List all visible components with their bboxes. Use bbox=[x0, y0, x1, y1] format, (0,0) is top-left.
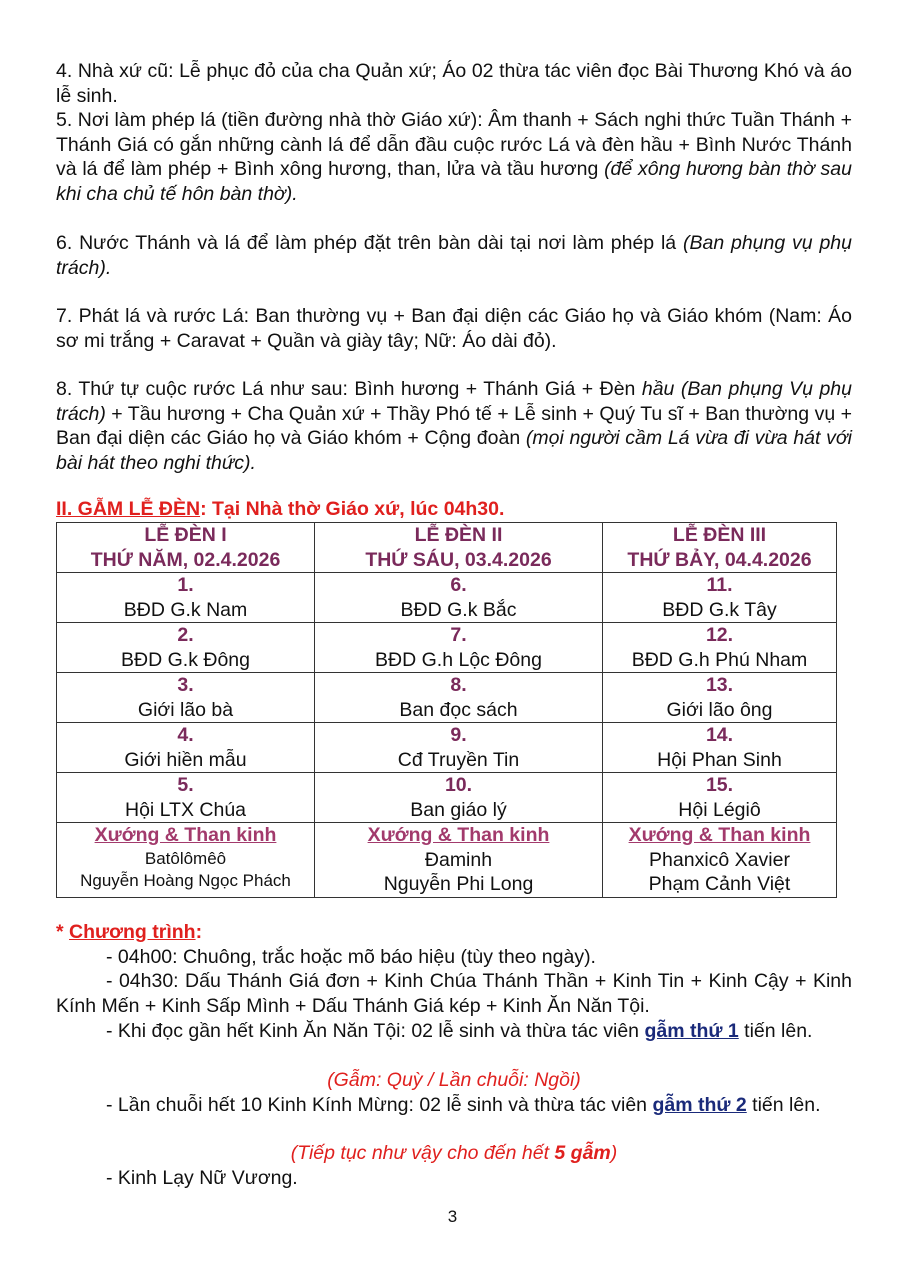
header-cell bbox=[57, 523, 315, 573]
table-cell bbox=[315, 673, 603, 723]
table-row bbox=[57, 773, 837, 823]
table-row bbox=[57, 623, 837, 673]
program-note-2-b: 5 gẫm bbox=[554, 1142, 611, 1164]
cell-group: Hội Légiô bbox=[678, 798, 761, 821]
table-cell bbox=[57, 723, 315, 773]
leader-label: Xướng & Than kinh bbox=[94, 824, 277, 846]
section-2-title-underlined: II. GẪM LỄ ĐÈN bbox=[56, 498, 201, 520]
paragraph-5-italic: (để xông hương bàn thờ sau khi cha chủ tế hôn bàn thờ). bbox=[56, 158, 852, 205]
cell-group: BĐD G.h Lộc Đông bbox=[375, 648, 542, 671]
cell-number: 13. bbox=[705, 674, 734, 696]
program-line-2: - 04h30: Dấu Thánh Giá đơn + Kinh Chúa Thánh Thần + Kinh Tin + Kinh Cậy + Kinh Kính Mến + Kinh Sấp Mình + Dấu Thánh Giá kép + Kinh Ăn Năn Tội. bbox=[56, 970, 852, 1017]
section-2-title-rest: : Tại Nhà thờ Giáo xứ, lúc 04h30. bbox=[200, 498, 505, 520]
leader-cell bbox=[57, 823, 315, 898]
table-cell bbox=[57, 673, 315, 723]
cell-number: 11. bbox=[706, 574, 733, 596]
table-cell bbox=[603, 673, 837, 723]
table-cell bbox=[57, 623, 315, 673]
paragraph-5 bbox=[56, 108, 852, 206]
leader-saint-name: Batôlômêô bbox=[144, 848, 227, 868]
cell-number: 9. bbox=[450, 724, 467, 746]
leader-label: Xướng & Than kinh bbox=[367, 824, 550, 846]
program-title-text: Chương trình bbox=[69, 921, 196, 943]
header-date: THỨ NĂM, 02.4.2026 bbox=[90, 548, 281, 571]
leader-full-name: Phạm Cảnh Việt bbox=[648, 873, 791, 895]
table-cell bbox=[57, 573, 315, 623]
cell-number: 14. bbox=[705, 724, 734, 746]
table-row bbox=[57, 723, 837, 773]
cell-number: 10. bbox=[444, 774, 473, 796]
cell-group: BĐD G.k Tây bbox=[662, 598, 777, 621]
cell-group: Giới lão bà bbox=[137, 698, 234, 721]
cell-group: BĐD G.h Phú Nham bbox=[631, 648, 808, 671]
cell-number: 8. bbox=[450, 674, 467, 696]
cell-group: Ban đọc sách bbox=[399, 698, 518, 721]
cell-group: BĐD G.k Đông bbox=[121, 648, 250, 671]
cell-group: Ban giáo lý bbox=[410, 798, 507, 821]
cell-number: 6. bbox=[450, 574, 467, 596]
program-line-4-a: - Lần chuỗi hết 10 Kinh Kính Mừng: 02 lễ sinh và thừa tác viên bbox=[106, 1094, 653, 1116]
paragraph-4: 4. Nhà xứ cũ: Lễ phục đỏ của cha Quản xứ; Áo 02 thừa tác viên đọc Bài Thương Khó và áo lễ sinh. bbox=[56, 60, 852, 107]
header-name: LỄ ĐÈN II bbox=[414, 524, 503, 546]
leader-saint-name: Phanxicô Xavier bbox=[649, 848, 790, 871]
program-line-4-gam: gẫm thứ 2 bbox=[652, 1094, 747, 1116]
table-cell bbox=[315, 573, 603, 623]
leader-saint-name: Đaminh bbox=[424, 848, 493, 871]
paragraph-8-text-b: + Tầu hương + Cha Quản xứ + Thầy Phó tế + Lễ sinh + Quý Tu sĩ + Ban thường vụ + Ban đại diện các Giáo họ và Giáo khóm + Cộng đoàn bbox=[56, 402, 852, 449]
table-cell bbox=[315, 723, 603, 773]
cell-number: 1. bbox=[177, 574, 194, 596]
cell-number: 12. bbox=[705, 624, 734, 646]
leader-full-name: Nguyễn Phi Long bbox=[383, 873, 534, 895]
header-cell bbox=[315, 523, 603, 573]
program-line-3-c: tiến lên. bbox=[738, 1020, 813, 1042]
program-note-2 bbox=[56, 1141, 852, 1166]
table-cell bbox=[603, 623, 837, 673]
program-line-3-a: - Khi đọc gần hết Kinh Ăn Năn Tội: 02 lễ sinh và thừa tác viên bbox=[106, 1020, 645, 1042]
header-date: THỨ BẢY, 04.4.2026 bbox=[627, 548, 812, 571]
cell-group: BĐD G.k Nam bbox=[123, 598, 248, 621]
program-line-1: - 04h00: Chuông, trắc hoặc mõ báo hiệu (tùy theo ngày). bbox=[106, 946, 596, 968]
leader-full-name: Nguyễn Hoàng Ngọc Phách bbox=[80, 870, 291, 890]
table-cell bbox=[315, 623, 603, 673]
leader-label: Xướng & Than kinh bbox=[628, 824, 811, 846]
paragraph-6 bbox=[56, 231, 852, 280]
header-name: LỄ ĐÈN III bbox=[672, 524, 767, 546]
paragraph-8-italic-a: hầu (Ban phụng Vụ phụ trách) bbox=[56, 378, 852, 425]
program-note-2-a: (Tiếp tục như vậy cho đến hết bbox=[290, 1142, 555, 1164]
table-row bbox=[57, 573, 837, 623]
cell-number: 2. bbox=[177, 624, 194, 646]
cell-group: Hội LTX Chúa bbox=[124, 798, 247, 821]
cell-number: 7. bbox=[450, 624, 467, 646]
program-note-1: (Gẫm: Quỳ / Lần chuỗi: Ngồi) bbox=[327, 1069, 581, 1091]
cell-number: 4. bbox=[177, 724, 194, 746]
table-cell bbox=[603, 573, 837, 623]
table-cell bbox=[57, 773, 315, 823]
program-line-5: - Kinh Lạy Nữ Vương. bbox=[106, 1167, 298, 1189]
paragraph-8-italic-b: (mọi người cầm Lá vừa đi vừa hát với bài hát theo nghi thức). bbox=[56, 427, 852, 474]
cell-group: Giới hiền mẫu bbox=[124, 748, 247, 771]
table-row bbox=[57, 673, 837, 723]
paragraph-7: 7. Phát lá và rước Lá: Ban thường vụ + Ban đại diện các Giáo họ và Giáo khóm (Nam: Áo sơ mi trắng + Caravat + Quần và giày tây; Nữ: Áo dài đỏ). bbox=[56, 305, 852, 352]
header-cell bbox=[603, 523, 837, 573]
program-line-3 bbox=[56, 1019, 852, 1044]
cell-group: Giới lão ông bbox=[666, 698, 773, 721]
program-title bbox=[56, 921, 202, 944]
section-2-title bbox=[56, 498, 504, 521]
program-line-4-c: tiến lên. bbox=[746, 1094, 821, 1116]
page-number: 3 bbox=[447, 1207, 458, 1226]
table-header-row bbox=[57, 523, 837, 573]
cell-group: Hội Phan Sinh bbox=[657, 748, 782, 771]
paragraph-6-text: 6. Nước Thánh và lá để làm phép đặt trên bàn dài tại nơi làm phép lá bbox=[56, 232, 683, 254]
program-title-colon: : bbox=[195, 921, 203, 943]
paragraph-6-italic: (Ban phụng vụ phụ trách). bbox=[56, 232, 852, 279]
leader-cell bbox=[603, 823, 837, 898]
table-footer-row bbox=[57, 823, 837, 898]
leader-cell bbox=[315, 823, 603, 898]
cell-number: 5. bbox=[177, 774, 194, 796]
table-cell bbox=[603, 773, 837, 823]
table-cell bbox=[315, 773, 603, 823]
table-cell bbox=[603, 723, 837, 773]
program-title-prefix: * bbox=[56, 921, 70, 943]
cell-group: BĐD G.k Bắc bbox=[400, 598, 517, 621]
program-line-4 bbox=[56, 1093, 852, 1118]
paragraph-8 bbox=[56, 377, 852, 475]
cell-number: 15. bbox=[705, 774, 734, 796]
cell-group: Cđ Truyền Tin bbox=[397, 748, 520, 771]
program-note-2-c: ) bbox=[610, 1142, 618, 1164]
header-date: THỨ SÁU, 03.4.2026 bbox=[365, 548, 552, 571]
header-name: LỄ ĐÈN I bbox=[144, 524, 227, 546]
paragraph-5-text: 5. Nơi làm phép lá (tiền đường nhà thờ Giáo xứ): Âm thanh + Sách nghi thức Tuần Thánh + Thánh Giá có gắn những cành lá để dẫn đầu cuộc rước Lá và đèn hầu + Bình Nước Thánh và lá để làm phép + Bình xông hương, than, lửa và tầu hương bbox=[56, 109, 852, 180]
program-line-3-gam: gẫm thứ 1 bbox=[644, 1020, 739, 1042]
cell-number: 3. bbox=[177, 674, 194, 696]
paragraph-8-text-a: 8. Thứ tự cuộc rước Lá như sau: Bình hương + Thánh Giá + Đèn bbox=[56, 378, 642, 400]
le-den-schedule-table bbox=[56, 522, 837, 898]
